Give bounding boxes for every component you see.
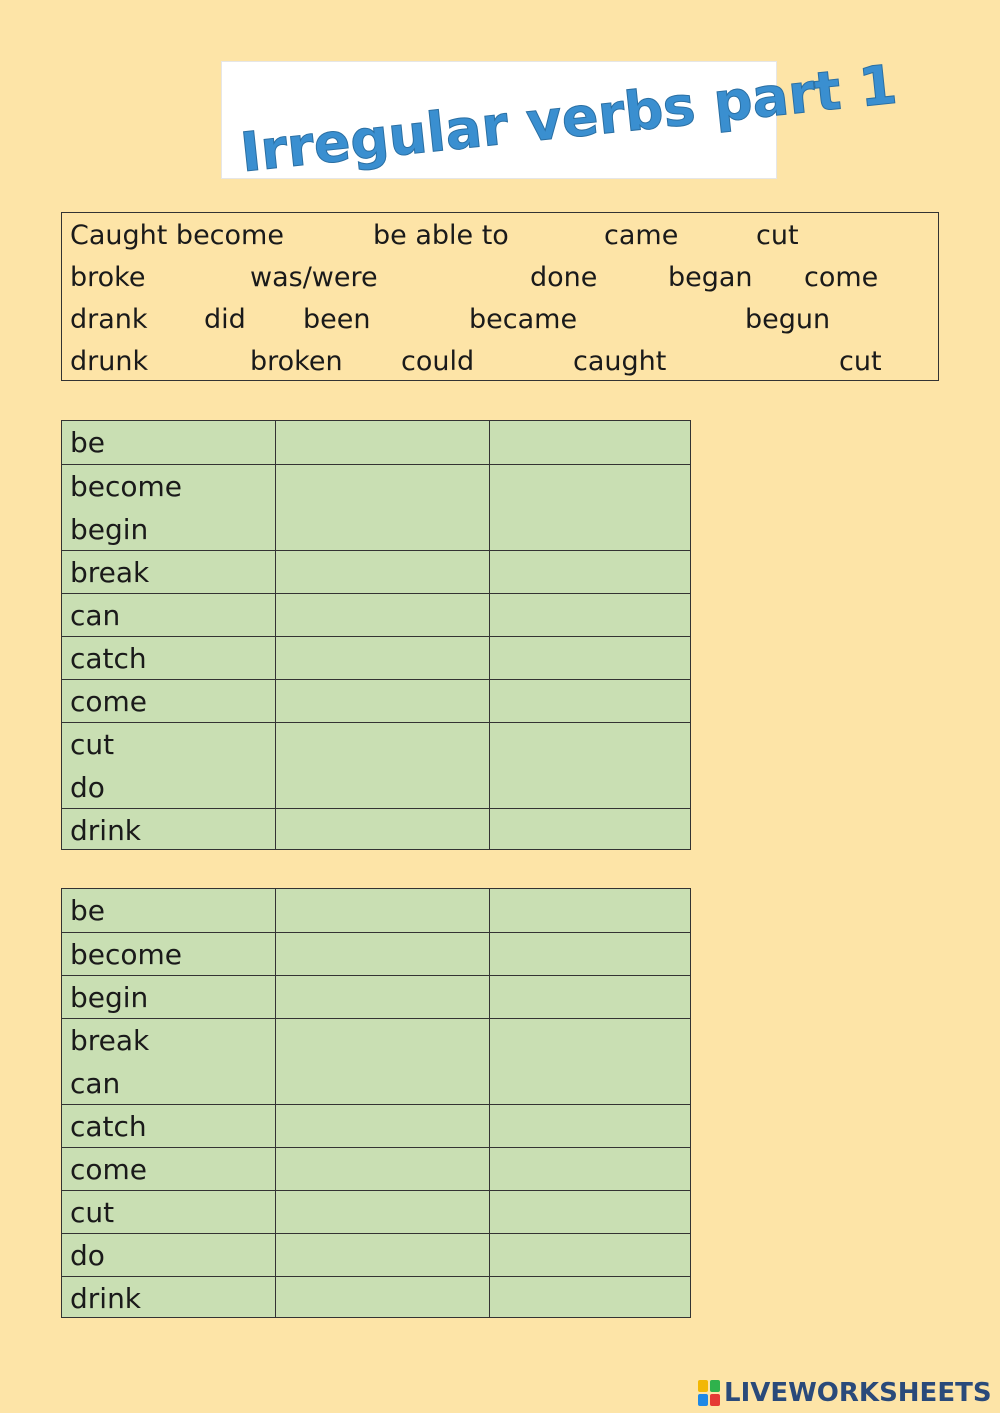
base-verb: come	[70, 685, 148, 718]
past-simple-answer-field[interactable]	[276, 1019, 489, 1105]
past-simple-answer-field[interactable]	[276, 1191, 489, 1234]
past-participle-answer-field[interactable]	[490, 1148, 690, 1191]
past-participle-answer-field[interactable]	[490, 723, 690, 809]
table-row	[62, 593, 690, 637]
base-verb: become	[70, 938, 183, 971]
word-bank-word: did	[204, 304, 246, 335]
base-verb: begin	[70, 513, 149, 546]
table-row	[62, 464, 690, 551]
past-participle-answer-field[interactable]	[490, 680, 690, 723]
table-row	[62, 808, 690, 852]
base-verb: do	[70, 1239, 105, 1272]
table-row	[62, 722, 690, 809]
past-participle-answer-field[interactable]	[490, 889, 690, 932]
table-row	[62, 1190, 690, 1234]
table-row	[62, 1018, 690, 1105]
verb-table-1	[61, 420, 691, 850]
base-verb: cut	[70, 1196, 115, 1229]
verb-table-2	[61, 888, 691, 1318]
past-simple-answer-field[interactable]	[276, 1105, 489, 1148]
base-verb: become	[70, 470, 183, 503]
past-simple-answer-field[interactable]	[276, 1148, 489, 1191]
past-participle-answer-field[interactable]	[490, 594, 690, 637]
base-verb: drink	[70, 814, 142, 847]
word-bank-word: been	[303, 304, 371, 335]
base-verb: catch	[70, 1110, 147, 1143]
base-verb: cut	[70, 728, 115, 761]
past-participle-answer-field[interactable]	[490, 933, 690, 976]
word-bank-word: drunk	[70, 346, 149, 377]
word-bank-word: done	[530, 262, 598, 293]
past-simple-answer-field[interactable]	[276, 465, 489, 551]
past-participle-answer-field[interactable]	[490, 1019, 690, 1105]
base-verb: drink	[70, 1282, 142, 1315]
past-simple-answer-field[interactable]	[276, 723, 489, 809]
word-bank-word: began	[668, 262, 753, 293]
liveworksheets-logo	[698, 1376, 994, 1410]
table-row	[62, 679, 690, 723]
table-row	[62, 889, 690, 932]
past-simple-answer-field[interactable]	[276, 637, 489, 680]
base-verb: come	[70, 1153, 148, 1186]
table-row	[62, 636, 690, 680]
word-bank-word: broke	[70, 262, 146, 293]
word-bank-word: cut	[756, 220, 799, 251]
past-simple-answer-field[interactable]	[276, 594, 489, 637]
worksheet-title-text: Irregular verbs part 1	[237, 52, 900, 185]
past-simple-answer-field[interactable]	[276, 1277, 489, 1320]
past-simple-answer-field[interactable]	[276, 933, 489, 976]
past-participle-answer-field[interactable]	[490, 637, 690, 680]
past-simple-answer-field[interactable]	[276, 680, 489, 723]
worksheet-title	[232, 52, 900, 185]
base-verb: can	[70, 599, 121, 632]
word-bank	[61, 212, 939, 381]
word-bank-word: could	[401, 346, 475, 377]
past-simple-answer-field[interactable]	[276, 889, 489, 932]
past-participle-answer-field[interactable]	[490, 1191, 690, 1234]
base-verb: break	[70, 556, 150, 589]
liveworksheets-logo-icon	[698, 1380, 720, 1406]
table-row	[62, 975, 690, 1019]
past-participle-answer-field[interactable]	[490, 1105, 690, 1148]
table-row	[62, 421, 690, 464]
word-bank-word: Caught become	[70, 220, 284, 251]
past-participle-answer-field[interactable]	[490, 809, 690, 852]
past-participle-answer-field[interactable]	[490, 551, 690, 594]
past-simple-answer-field[interactable]	[276, 809, 489, 852]
table-row	[62, 550, 690, 594]
liveworksheets-brand-text: LIVEWORKSHEETS	[724, 1378, 992, 1408]
past-participle-answer-field[interactable]	[490, 465, 690, 551]
base-verb: can	[70, 1067, 121, 1100]
past-participle-answer-field[interactable]	[490, 1234, 690, 1277]
word-bank-word: caught	[573, 346, 667, 377]
table-row	[62, 1104, 690, 1148]
past-participle-answer-field[interactable]	[490, 1277, 690, 1320]
table-row	[62, 932, 690, 976]
table-row	[62, 1276, 690, 1320]
base-verb: break	[70, 1024, 150, 1057]
base-verb: do	[70, 771, 105, 804]
word-bank-word: came	[604, 220, 679, 251]
past-simple-answer-field[interactable]	[276, 1234, 489, 1277]
past-participle-answer-field[interactable]	[490, 976, 690, 1019]
base-verb: be	[70, 426, 105, 459]
word-bank-word: was/were	[250, 262, 378, 293]
base-verb: catch	[70, 642, 147, 675]
title-box	[221, 52, 900, 185]
word-bank-word: begun	[745, 304, 831, 335]
past-simple-answer-field[interactable]	[276, 551, 489, 594]
word-bank-word: cut	[839, 346, 882, 377]
word-bank-word: be able to	[373, 220, 509, 251]
past-participle-answer-field[interactable]	[490, 421, 690, 464]
base-verb: begin	[70, 981, 149, 1014]
table-row	[62, 1147, 690, 1191]
base-verb: be	[70, 894, 105, 927]
word-bank-word: became	[469, 304, 578, 335]
past-simple-answer-field[interactable]	[276, 976, 489, 1019]
word-bank-word: come	[804, 262, 879, 293]
word-bank-word: drank	[70, 304, 148, 335]
word-bank-word: broken	[250, 346, 343, 377]
table-row	[62, 1233, 690, 1277]
past-simple-answer-field[interactable]	[276, 421, 489, 464]
